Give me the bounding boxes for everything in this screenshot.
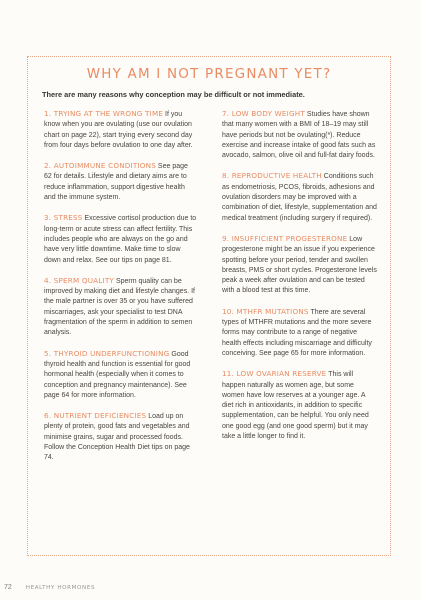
item-heading: 5. THYROID UNDERFUNCTIONING bbox=[44, 348, 170, 358]
list-item bbox=[44, 411, 197, 463]
item-body: Conditions such as endometriosis, PCOS, fibroids, adhesions and ovulation disorders may be improved with a combination of diet, lifestyle, supplementation and medical treatment (including surgery if required). bbox=[222, 173, 377, 222]
item-heading: 6. NUTRIENT DEFICIENCIES bbox=[44, 411, 147, 421]
list-item bbox=[44, 276, 197, 339]
item-heading: 3. STRESS bbox=[44, 213, 83, 223]
item-heading: 10. MTHFR MUTATIONS bbox=[222, 306, 309, 316]
item-body: Studies have shown that many women with a BMI of 18–19 may still have periods but not be ovulating(*). Reduce exercise and increase intake of good fats such as avocado, salmon, olive oil and full-fat dairy foods. bbox=[222, 111, 376, 160]
item-heading: 11. LOW OVARIAN RESERVE bbox=[222, 369, 327, 379]
page-title: WHY AM I NOT PREGNANT YET? bbox=[86, 66, 332, 82]
list-item bbox=[44, 161, 197, 203]
item-body: Excessive cortisol production due to long-term or acute stress can affect fertility. This includes people who are always on the go and have very little downtime. Make time to slow down and relax. See our tips on page 81. bbox=[44, 215, 197, 264]
list-item bbox=[44, 213, 197, 265]
item-heading: 9. INSUFFICIENT PROGESTERONE bbox=[222, 233, 348, 243]
right-column bbox=[222, 109, 377, 452]
item-heading: 8. REPRODUCTIVE HEALTH bbox=[222, 171, 322, 181]
item-heading: 4. SPERM QUALITY bbox=[44, 275, 115, 285]
item-body: If you know when you are ovulating (use our ovulation chart on page 22), start trying every second day from four days before ovulation to one day after. bbox=[44, 111, 193, 149]
list-item bbox=[222, 234, 377, 297]
item-body: There are several types of MTHFR mutations and the more severe forms may contribute to a range of negative health effects including miscarriage and difficulty conceiving. See page 65 for more information. bbox=[222, 308, 372, 357]
item-body: Good thyroid health and function is essential for good hormonal health (especially when it comes to conception and pregnancy maintenance). See page 64 for more information. bbox=[44, 350, 191, 399]
page-footer bbox=[4, 584, 95, 591]
item-body: Load up on plenty of protein, good fats and vegetables and minimise grains, sugar and processed foods. Follow the Conception Health Diet tips on page 74. bbox=[44, 413, 190, 462]
item-body: This will happen naturally as women age, but some women have low reserves at a younger age. A diet rich in antioxidants, in addition to specific supplementation, can be helpful. You only need one good egg (and one good sperm) but it may take a little longer to find it. bbox=[222, 371, 369, 441]
page-number: 72 bbox=[4, 584, 12, 591]
list-item bbox=[222, 171, 377, 223]
list-item bbox=[222, 369, 377, 442]
intro-text: There are many reasons why conception may be difficult or not immediate. bbox=[42, 90, 305, 99]
list-item bbox=[222, 109, 377, 161]
list-item bbox=[222, 307, 377, 359]
item-body: See page 62 for details. Lifestyle and dietary aims are to reduce inflammation, support digestive health and the immune system. bbox=[44, 163, 188, 202]
item-body: Sperm quality can be improved by making diet and lifestyle changes. If the male partner is over 35 or you have suffered miscarriages, ask your specialist to test DNA fragmentation of the sperm in addition to semen analysis. bbox=[44, 277, 195, 337]
left-column bbox=[44, 109, 197, 474]
list-item bbox=[44, 349, 197, 401]
list-item bbox=[44, 109, 197, 151]
item-body: Low progesterone might be an issue if you experience spotting before your period, tender and swollen breasts, PMS or short cycles. Progesterone levels peak a week after ovulation and can be tested with a blood test at this time. bbox=[222, 235, 377, 295]
item-heading: 2. AUTOIMMUNE CONDITIONS bbox=[44, 161, 156, 171]
item-heading: 1. TRYING AT THE WRONG TIME bbox=[44, 109, 164, 118]
running-title: HEALTHY HORMONES bbox=[25, 585, 96, 591]
item-heading: 7. LOW BODY WEIGHT bbox=[222, 109, 305, 118]
